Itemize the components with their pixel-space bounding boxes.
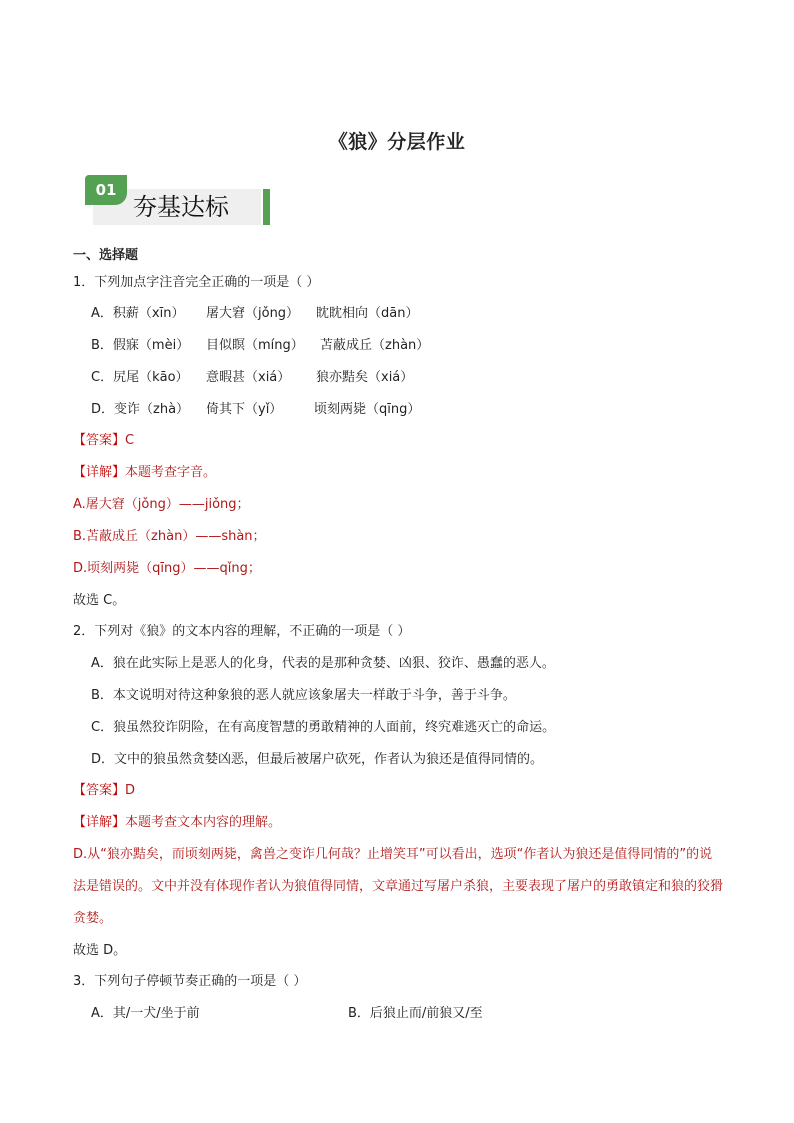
q2-detail bbox=[73, 813, 281, 833]
q1-note-b: B.苫蔽成丘（zhàn）——shàn； bbox=[73, 529, 266, 544]
banner-accent-bar bbox=[263, 189, 270, 225]
answer-tag: 【答案】 bbox=[73, 433, 126, 448]
banner-label: 夯基达标 bbox=[133, 193, 229, 221]
q1-stem: 1．下列加点字注音完全正确的一项是（ ） bbox=[73, 275, 320, 290]
q1-a-1: A．积薪（xīn） bbox=[91, 306, 185, 321]
q1-a-3: 眈眈相向（dān） bbox=[316, 306, 419, 321]
page-title: 《狼》分层作业 bbox=[328, 131, 466, 153]
q1-option-a bbox=[91, 304, 418, 324]
section-banner bbox=[85, 173, 271, 227]
q1-note-d: D.顷刻两毙（qīng）——qǐng； bbox=[73, 561, 261, 576]
q2-option-b: B．本文说明对待这种象狼的恶人就应该象屠夫一样敢于斗争，善于斗争。 bbox=[91, 688, 516, 703]
q1-detail bbox=[73, 463, 216, 483]
q3-options bbox=[91, 1004, 483, 1024]
section-heading: 一、选择题 bbox=[73, 248, 139, 263]
q2-explanation: D.从“狼亦黠矣，而顷刻两毙，禽兽之变诈几何哉？止增笑耳”可以看出，选项“作者认为狼还是值得同情的”的说法是错误的。文中并没有体现作者认为狼值得同情，文章通过写屠户杀狼，主要表现了屠户的勇敢镇定和狼的狡猾贪婪。 bbox=[73, 847, 724, 926]
q1-c-1: C．尻尾（kāo） bbox=[91, 370, 189, 385]
q2-conclusion: 故选 D。 bbox=[73, 943, 127, 958]
q1-d-2: 倚其下（yǐ） bbox=[206, 402, 283, 417]
q1-b-1: B．假寐（mèi） bbox=[91, 338, 190, 353]
q2-option-d: D．文中的狼虽然贪婪凶恶，但最后被屠户砍死，作者认为狼还是值得同情的。 bbox=[91, 752, 544, 767]
q2-option-c: C．狼虽然狡诈阴险，在有高度智慧的勇敢精神的人面前，终究难逃灭亡的命运。 bbox=[91, 720, 556, 735]
q1-c-2: 意暇甚（xiá） bbox=[206, 370, 291, 385]
answer-value: D bbox=[125, 783, 136, 798]
q2-answer bbox=[73, 781, 135, 801]
q1-option-d bbox=[91, 400, 420, 420]
banner-number: 01 bbox=[85, 175, 127, 205]
q3-option-a: A．其/一犬/坐于前 bbox=[91, 1006, 200, 1021]
q1-a-2: 屠大窘（jǒng） bbox=[206, 306, 300, 321]
q1-note-a: A.屠大窘（jǒng）——jiǒng； bbox=[73, 497, 250, 512]
q1-answer bbox=[73, 431, 134, 451]
q1-option-c bbox=[91, 368, 413, 388]
q1-conclusion: 故选 C。 bbox=[73, 593, 126, 608]
detail-tag: 【详解】 bbox=[73, 815, 126, 830]
q3-stem: 3．下列句子停顿节奏正确的一项是（ ） bbox=[73, 974, 307, 989]
q1-b-2: 目似瞑（míng） bbox=[206, 338, 304, 353]
q3-option-b: B．后狼止而/前狼又/至 bbox=[348, 1006, 483, 1021]
q1-option-b bbox=[91, 336, 429, 356]
answer-value: C bbox=[125, 433, 135, 448]
q2-stem: 2．下列对《狼》的文本内容的理解，不正确的一项是（ ） bbox=[73, 624, 411, 639]
detail-tag: 【详解】 bbox=[73, 465, 126, 480]
detail-text: 本题考查文本内容的理解。 bbox=[125, 815, 282, 830]
q2-option-a: A．狼在此实际上是恶人的化身，代表的是那种贪婪、凶狠、狡诈、愚蠢的恶人。 bbox=[91, 656, 555, 671]
answer-tag: 【答案】 bbox=[73, 783, 126, 798]
q1-c-3: 狼亦黠矣（xiá） bbox=[316, 370, 414, 385]
q1-d-3: 顷刻两毙（qīng） bbox=[314, 402, 421, 417]
q1-d-1: D．变诈（zhà） bbox=[91, 402, 190, 417]
detail-text: 本题考查字音。 bbox=[125, 465, 217, 480]
q1-b-3: 苫蔽成丘（zhàn） bbox=[320, 338, 430, 353]
